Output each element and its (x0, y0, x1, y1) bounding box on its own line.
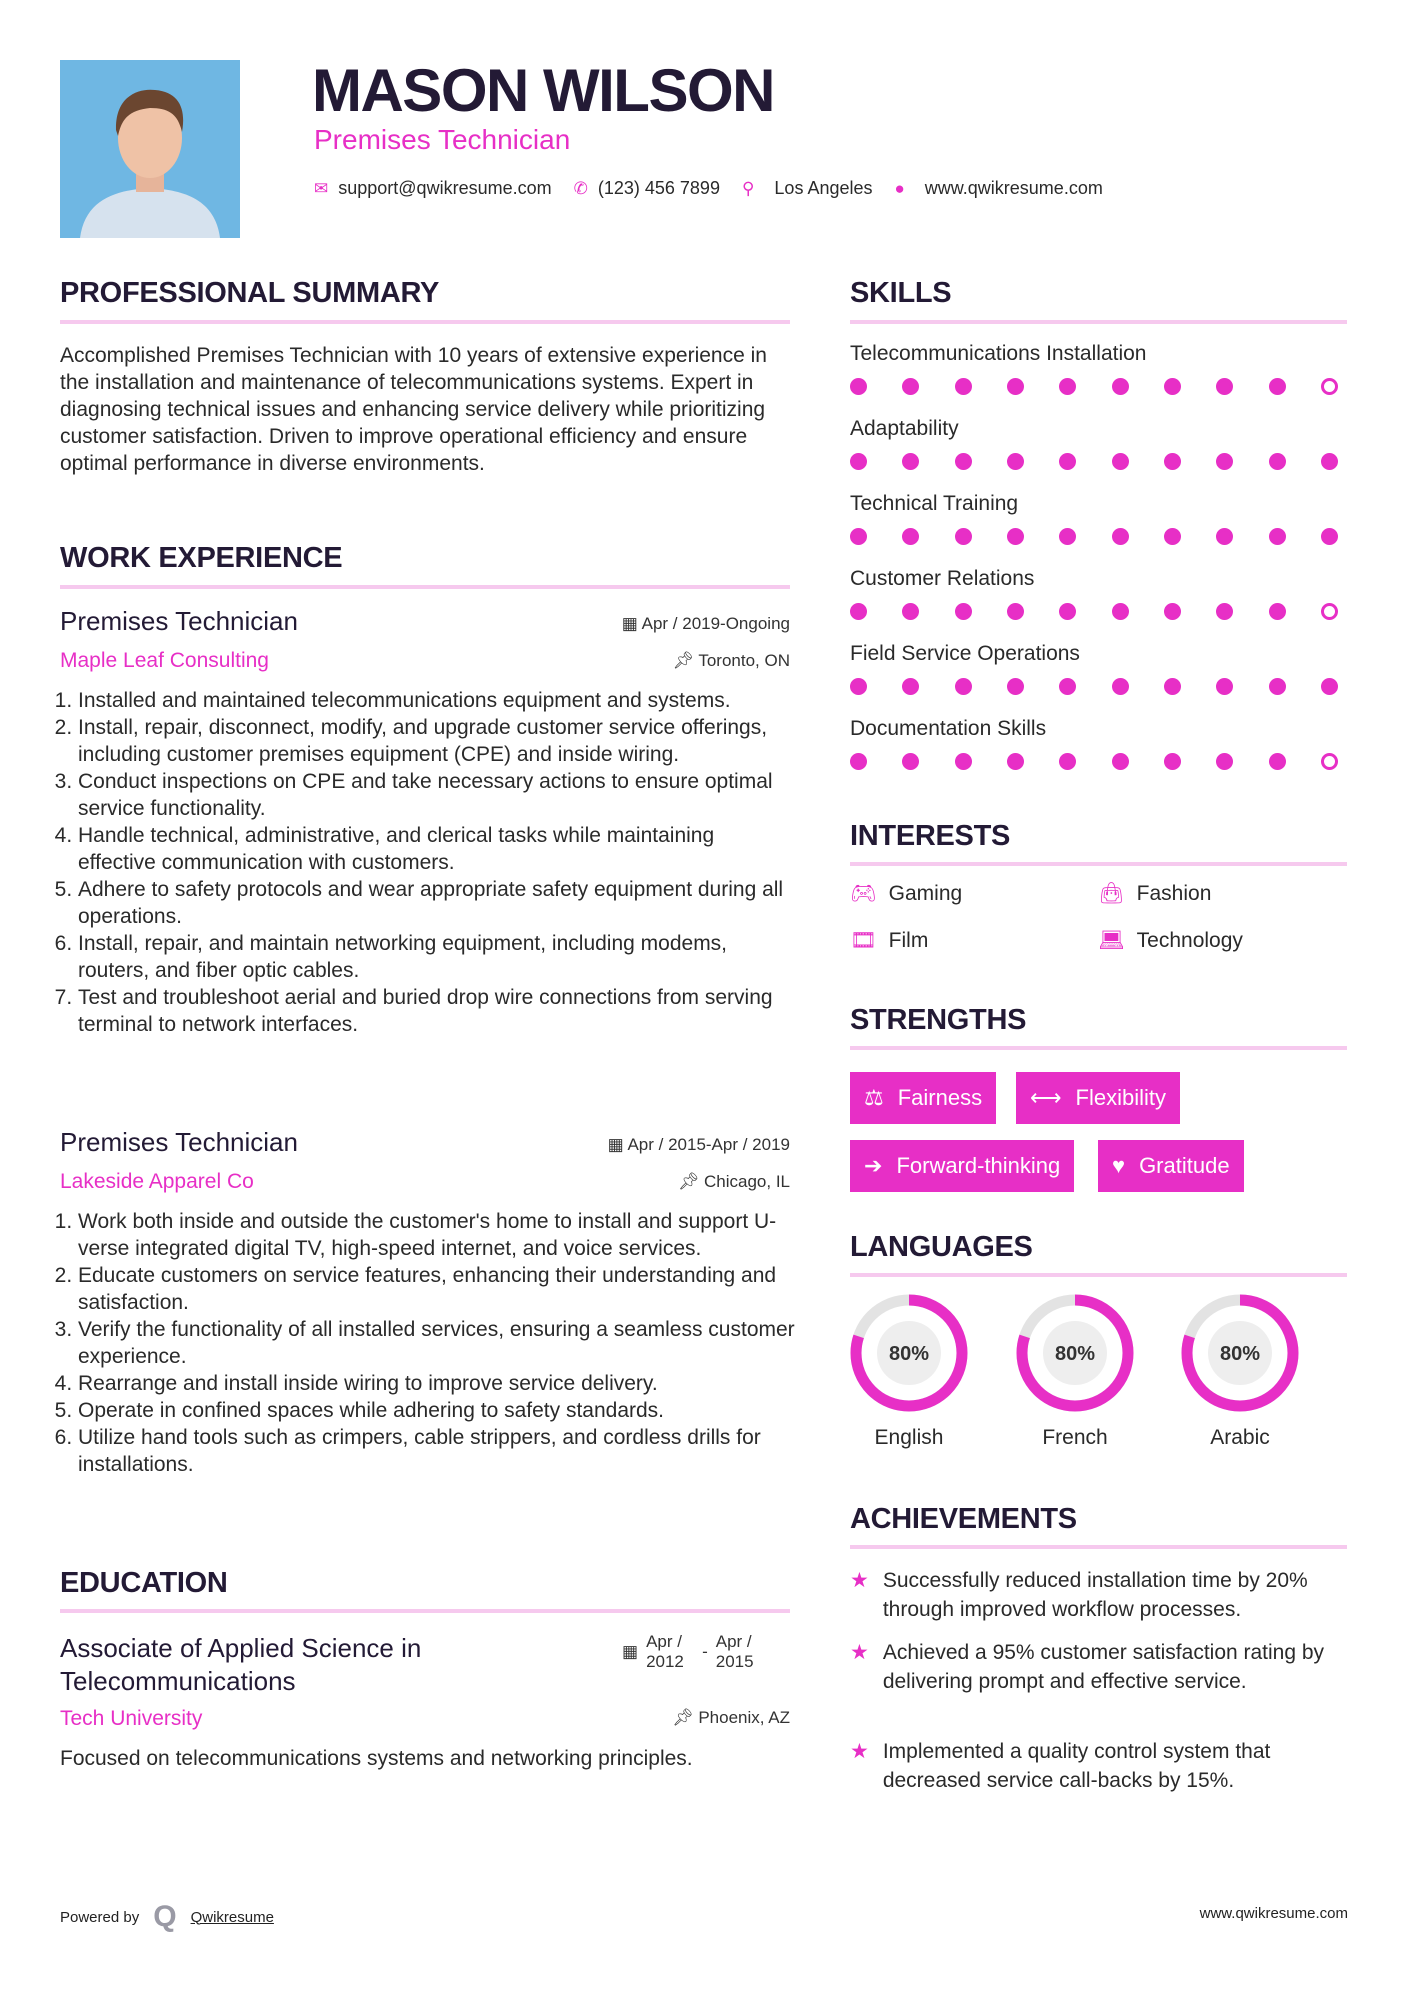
achievement-text: Implemented a quality control system that decreased service call-backs by 15%. (882, 1740, 1271, 1792)
strength-label: Flexibility (1075, 1085, 1167, 1110)
language-percent: 80% (1219, 1343, 1261, 1365)
job-duty: 2. Install, repair, disconnect, modify, and upgrade customer service offerings, including customer premises equipment (CPE) and inside wiring. (78, 714, 795, 768)
qwikresume-logo-icon: Q (153, 1900, 177, 1933)
education-separator: - (702, 1642, 708, 1661)
rating-dot-filled (1269, 453, 1286, 470)
rating-dot-filled (1007, 528, 1024, 545)
rating-dot-filled (850, 453, 867, 470)
language-percent: 80% (1054, 1343, 1096, 1365)
job-duty: 5. Adhere to safety protocols and wear appropriate safety equipment during all operations. (78, 876, 795, 930)
rating-dot-filled (1216, 603, 1233, 620)
section-heading-achievements: ACHIEVEMENTS (850, 1503, 1077, 1535)
rating-dot-filled (850, 603, 867, 620)
rating-dot-filled (1164, 753, 1181, 770)
rating-dot-filled (1216, 528, 1233, 545)
calendar-icon: ▦ (607, 1135, 628, 1154)
divider (850, 862, 1347, 866)
achievement-item (850, 1566, 1350, 1624)
rating-dot-filled (1164, 603, 1181, 620)
calendar-icon: ▦ (621, 614, 642, 633)
rating-dot-filled (1164, 678, 1181, 695)
rating-dot-filled (902, 753, 919, 770)
language-name: French (1042, 1426, 1108, 1449)
skill-item (850, 717, 1338, 792)
job-duties (60, 687, 795, 1038)
rating-dot-filled (1112, 603, 1129, 620)
interest-label: Fashion (1136, 882, 1212, 905)
section-heading-skills: SKILLS (850, 277, 952, 309)
education-dates (622, 1632, 764, 1672)
rating-dot-filled (1269, 603, 1286, 620)
rating-dot-filled (1269, 678, 1286, 695)
skill-name: Technical Training (850, 492, 1019, 515)
divider (850, 1545, 1347, 1549)
job-entry (60, 1127, 795, 1478)
rating-dot-filled (1059, 453, 1076, 470)
rating-dot-filled (1007, 678, 1024, 695)
job-date-text: Apr / 2019-Ongoing (641, 614, 790, 633)
rating-dot-filled (955, 378, 972, 395)
strength-label: Fairness (897, 1085, 983, 1110)
section-heading-strengths: STRENGTHS (850, 1004, 1027, 1036)
rating-dot-filled (1216, 678, 1233, 695)
rating-dot-filled (955, 753, 972, 770)
job-duty: 1. Installed and maintained telecommunications equipment and systems. (78, 687, 795, 714)
brand-link[interactable]: Qwikresume (190, 1908, 274, 1926)
rating-dot-filled (1059, 528, 1076, 545)
school-name: Tech University (60, 1707, 203, 1730)
rating-dot-filled (955, 528, 972, 545)
star-icon: ★ (850, 1641, 869, 1664)
rating-dot-empty (1321, 378, 1338, 395)
divider (850, 320, 1347, 324)
job-duty: 1. Work both inside and outside the customer's home to install and support U-verse integrated digital TV, high-speed internet, and voice services. (78, 1208, 795, 1262)
summary-text: Accomplished Premises Technician with 10 years of extensive experience in the installation and maintenance of telecommunications systems. Expert in diagnosing technical issues and enhancing service delivery while prioritizing customer satisfaction. Driven to improve operational efficiency and ensure optimal performance in diverse environments. (60, 344, 767, 475)
rating-dot-filled (1164, 378, 1181, 395)
skill-rating (850, 378, 1338, 395)
rating-dot-filled (1216, 453, 1233, 470)
job-location (678, 1172, 790, 1192)
job-duty: 7. Test and troubleshoot aerial and buried drop wire connections from serving terminal to network interfaces. (78, 984, 795, 1038)
rating-dot-filled (1059, 378, 1076, 395)
contact-row (314, 178, 1103, 199)
skill-name: Field Service Operations (850, 642, 1080, 665)
skill-item (850, 567, 1338, 642)
job-duty: 4. Handle technical, administrative, and clerical tasks while maintaining effective communication with customers. (78, 822, 795, 876)
rating-dot-filled (1007, 453, 1024, 470)
rating-dot-empty (1321, 603, 1338, 620)
pin-icon: 📌︎ (672, 651, 699, 670)
skill-rating (850, 528, 1338, 545)
job-location-text: Toronto, ON (698, 651, 790, 670)
language-progress-ring (848, 1292, 970, 1414)
job-date (622, 614, 790, 634)
rating-dot-filled (902, 528, 919, 545)
rating-dot-filled (902, 678, 919, 695)
rating-dot-filled (1216, 753, 1233, 770)
rating-dot-filled (1112, 528, 1129, 545)
candidate-name: MASON WILSON (312, 57, 774, 124)
rating-dot-filled (1321, 528, 1338, 545)
balance-scale-icon: ⚖ (864, 1085, 884, 1110)
skill-name: Telecommunications Installation (850, 342, 1147, 365)
job-duty: 3. Conduct inspections on CPE and take necessary actions to ensure optimal service functionality. (78, 768, 795, 822)
education-end: Apr / 2015 (715, 1632, 754, 1671)
language-item (1014, 1292, 1136, 1450)
language-progress-ring (1179, 1292, 1301, 1414)
interest-label: Gaming (888, 882, 963, 905)
star-icon: ★ (850, 1740, 869, 1763)
rating-dot-filled (1059, 603, 1076, 620)
envelope-icon: ✉ (314, 178, 329, 198)
job-duties (60, 1208, 795, 1478)
job-duty: 6. Utilize hand tools such as crimpers, cable strippers, and cordless drills for installations. (78, 1424, 795, 1478)
rating-dot-filled (1059, 753, 1076, 770)
rating-dot-filled (902, 378, 919, 395)
interest-film (850, 929, 928, 953)
rating-dot-filled (850, 378, 867, 395)
rating-dot-filled (955, 603, 972, 620)
rating-dot-filled (1321, 678, 1338, 695)
achievement-text: Achieved a 95% customer satisfaction rating by delivering prompt and effective service. (882, 1641, 1325, 1693)
rating-dot-filled (850, 528, 867, 545)
language-progress-ring (1014, 1292, 1136, 1414)
skills-list (850, 342, 1338, 792)
job-duty: 2. Educate customers on service features, enhancing their understanding and satisfaction. (78, 1262, 795, 1316)
job-duty: 5. Operate in confined spaces while adhering to safety standards. (78, 1397, 795, 1424)
skill-rating (850, 603, 1338, 620)
strength-fairness (850, 1072, 996, 1124)
rating-dot-filled (902, 453, 919, 470)
section-heading-education: EDUCATION (60, 1567, 228, 1599)
rating-dot-filled (1112, 753, 1129, 770)
language-item (848, 1292, 970, 1450)
arrows-horizontal-icon: ⟷ (1030, 1085, 1062, 1110)
education-description: Focused on telecommunications systems and networking principles. (60, 1747, 693, 1770)
job-duty: 3. Verify the functionality of all installed services, ensuring a seamless customer experience. (78, 1316, 795, 1370)
interest-label: Film (888, 929, 929, 952)
rating-dot-filled (1269, 753, 1286, 770)
laptop-icon: 💻︎ (1098, 929, 1125, 952)
skill-item (850, 417, 1338, 492)
language-percent: 80% (888, 1343, 930, 1365)
contact-phone: (123) 456 7899 (597, 178, 720, 198)
divider (60, 585, 790, 589)
section-heading-experience: WORK EXPERIENCE (60, 542, 343, 574)
rating-dot-filled (1269, 528, 1286, 545)
divider (60, 1609, 790, 1613)
language-name: English (874, 1426, 944, 1449)
rating-dot-filled (1164, 528, 1181, 545)
rating-dot-filled (1112, 453, 1129, 470)
school-location-text: Phoenix, AZ (698, 1708, 790, 1727)
rating-dot-filled (850, 753, 867, 770)
divider (850, 1273, 1347, 1277)
interest-technology (1098, 929, 1243, 953)
gamepad-icon: 🎮︎ (850, 882, 877, 905)
arrow-right-icon: ➔ (864, 1153, 883, 1178)
powered-by-label: Powered by (60, 1908, 140, 1926)
contact-location: Los Angeles (774, 178, 873, 198)
job-duty: 6. Install, repair, and maintain networking equipment, including modems, routers, and fiber optic cables. (78, 930, 795, 984)
skill-rating (850, 453, 1338, 470)
skill-name: Adaptability (850, 417, 959, 440)
interest-gaming (850, 882, 962, 906)
strength-forward-thinking (850, 1140, 1074, 1192)
job-date (608, 1135, 790, 1155)
language-name: Arabic (1210, 1426, 1270, 1449)
achievement-item (850, 1638, 1350, 1696)
profile-photo (60, 60, 240, 238)
strength-gratitude (1098, 1140, 1244, 1192)
interest-label: Technology (1136, 929, 1243, 952)
job-title: Premises Technician (60, 1127, 298, 1157)
rating-dot-filled (1321, 453, 1338, 470)
school-location (672, 1708, 790, 1728)
rating-dot-filled (1007, 753, 1024, 770)
globe-icon: ● (894, 178, 905, 198)
skill-item (850, 492, 1338, 567)
skill-rating (850, 678, 1338, 695)
rating-dot-filled (1007, 603, 1024, 620)
skill-item (850, 342, 1338, 417)
shopping-bag-icon: 👜︎ (1098, 882, 1125, 905)
divider (60, 320, 790, 324)
rating-dot-filled (850, 678, 867, 695)
skill-name: Customer Relations (850, 567, 1035, 590)
skill-rating (850, 753, 1338, 770)
contact-website[interactable]: www.qwikresume.com (924, 178, 1103, 198)
heart-icon: ♥ (1112, 1153, 1126, 1178)
section-heading-interests: INTERESTS (850, 820, 1011, 852)
job-company: Lakeside Apparel Co (60, 1170, 254, 1193)
footer-website[interactable]: www.qwikresume.com (1199, 1905, 1348, 1922)
calendar-icon: ▦ (622, 1642, 639, 1661)
rating-dot-filled (955, 453, 972, 470)
phone-icon: ✆ (573, 178, 588, 198)
achievement-item (850, 1737, 1350, 1795)
divider (850, 1046, 1347, 1050)
strength-label: Gratitude (1139, 1153, 1230, 1178)
pin-icon: 📌︎ (672, 1708, 699, 1727)
job-title: Premises Technician (60, 606, 298, 636)
job-entry (60, 606, 790, 1038)
language-item (1179, 1292, 1301, 1450)
degree-title: Associate of Applied Science in Telecommunications (60, 1633, 422, 1696)
rating-dot-filled (902, 603, 919, 620)
achievement-text: Successfully reduced installation time by 20% through improved workflow processes. (882, 1569, 1308, 1621)
education-start: Apr / 2012 (646, 1632, 684, 1671)
star-icon: ★ (850, 1569, 869, 1592)
strength-flexibility (1016, 1072, 1180, 1124)
film-icon: 🎞︎ (850, 929, 877, 952)
rating-dot-filled (1164, 453, 1181, 470)
candidate-title: Premises Technician (314, 124, 571, 155)
section-heading-languages: LANGUAGES (850, 1231, 1033, 1263)
rating-dot-filled (1007, 378, 1024, 395)
map-marker-icon: ⚲ (741, 178, 755, 198)
rating-dot-filled (1059, 678, 1076, 695)
job-location-text: Chicago, IL (704, 1172, 790, 1191)
strength-label: Forward-thinking (896, 1153, 1061, 1178)
rating-dot-empty (1321, 753, 1338, 770)
job-date-text: Apr / 2015-Apr / 2019 (627, 1135, 790, 1154)
rating-dot-filled (1269, 378, 1286, 395)
job-location (672, 651, 790, 671)
footer-powered (60, 1900, 274, 1934)
pin-icon: 📌︎ (677, 1172, 704, 1191)
job-duty: 4. Rearrange and install inside wiring to improve service delivery. (78, 1370, 795, 1397)
rating-dot-filled (955, 678, 972, 695)
rating-dot-filled (1112, 378, 1129, 395)
skill-name: Documentation Skills (850, 717, 1047, 740)
rating-dot-filled (1216, 378, 1233, 395)
rating-dot-filled (1112, 678, 1129, 695)
contact-email[interactable]: support@qwikresume.com (338, 178, 552, 198)
interest-fashion (1098, 882, 1211, 906)
skill-item (850, 642, 1338, 717)
job-company: Maple Leaf Consulting (60, 649, 269, 672)
section-heading-summary: PROFESSIONAL SUMMARY (60, 277, 440, 309)
